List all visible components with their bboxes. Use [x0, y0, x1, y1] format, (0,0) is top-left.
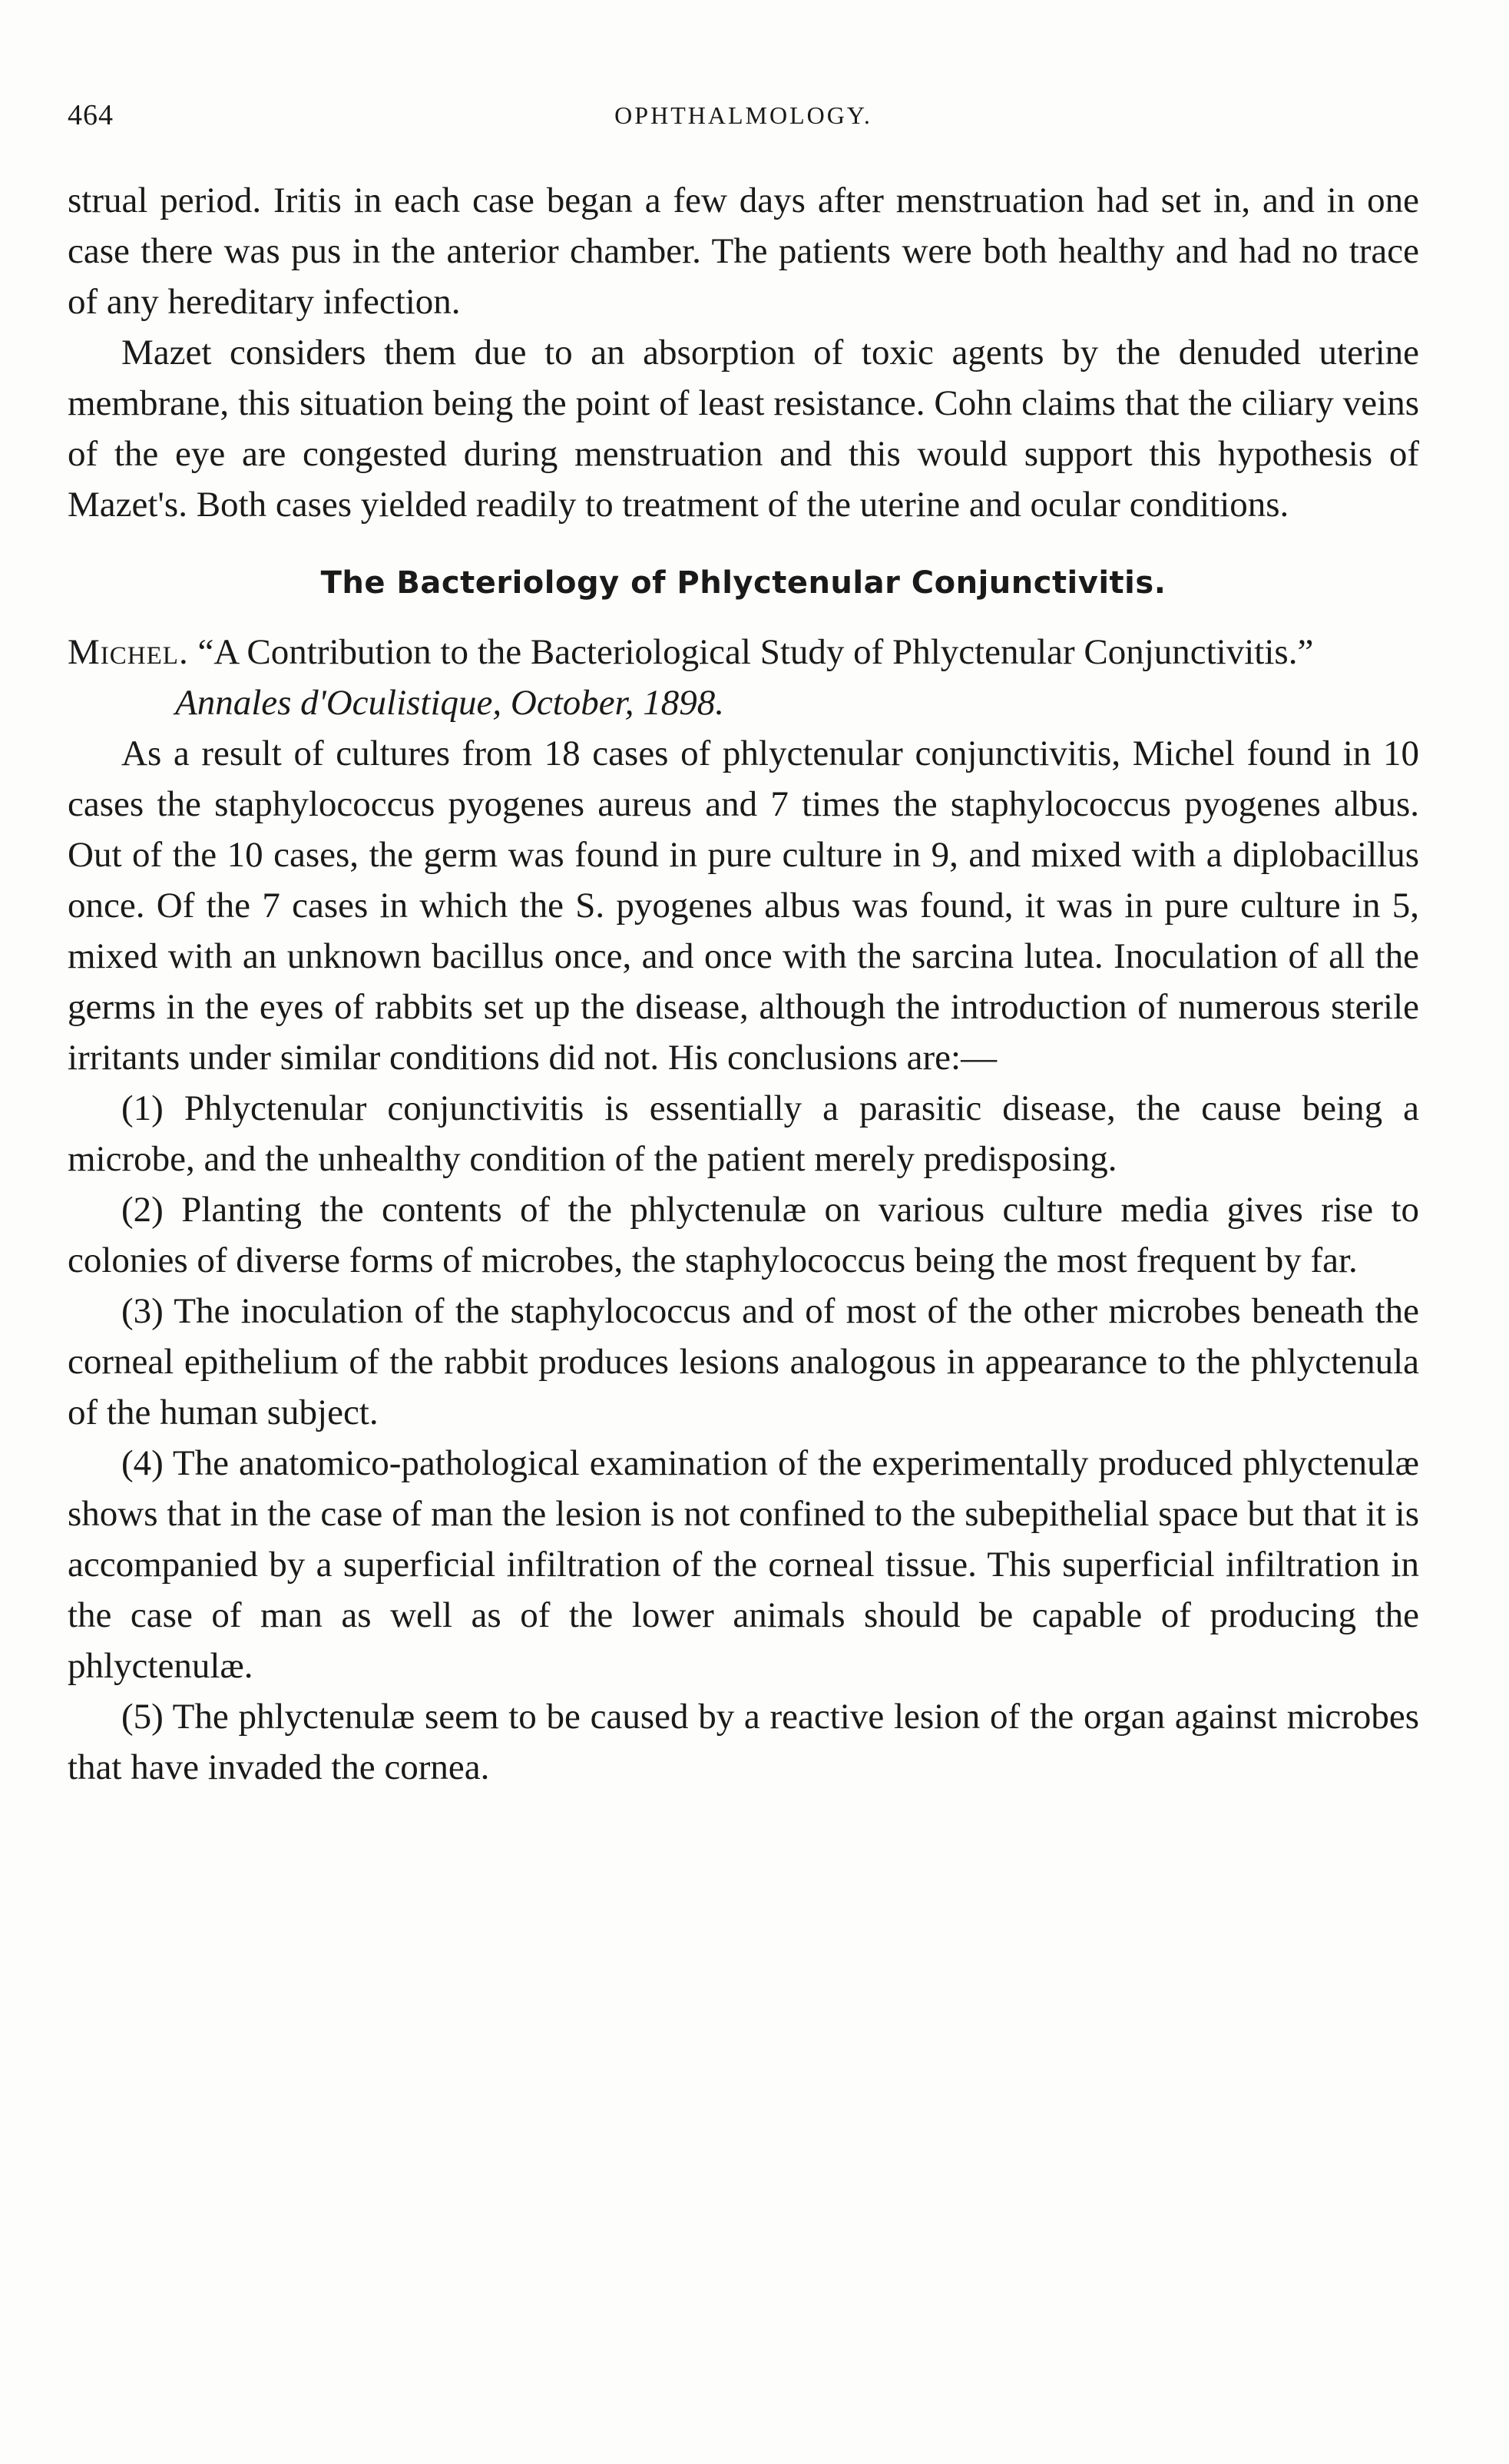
citation-title: “A Contribution to the Bacteriological Study of Phlyctenular Conjunctivitis.”	[197, 632, 1314, 672]
running-head: OPHTHALMOLOGY.	[614, 101, 872, 129]
conclusion-2: (2) Planting the contents of the phlyctenulæ on various culture media gives rise to colonies of diverse forms of microbes, the staphylococcus being the most frequent by far.	[68, 1190, 1419, 1280]
mazet-paragraph: Mazet considers them due to an absorption of toxic agents by the denuded uterine membrane, this situation being the point of least resistance. Cohn claims that the ciliary veins of the eye are congested during menstruation and this would support this hypothesis of Mazet's. Both cases yielded readily to treatment of the uterine and ocular conditions.	[68, 333, 1419, 525]
citation-author: Michel.	[68, 632, 189, 672]
page-header	[68, 92, 1419, 138]
continuation-paragraph: strual period. Iritis in each case began a few days after menstruation had set in, and in one case there was pus in the anterior chamber. The patients were both healthy and had no trace of any hereditary infection.	[68, 180, 1419, 322]
conclusion-4: (4) The anatomico-pathological examination of the experimentally produced phlyctenulæ shows that in the case of man the lesion is not confined to the subepithelial space but that it is accompanied by a superficial infiltration of the corneal tissue. This superficial infiltration in the case of man as well as of the lower animals should be capable of producing the phlyctenulæ.	[68, 1443, 1419, 1686]
conclusion-5: (5) The phlyctenulæ seem to be caused by a reactive lesion of the organ against microbes that have invaded the cornea.	[68, 1697, 1419, 1787]
conclusion-1: (1) Phlyctenular conjunctivitis is essentially a parasitic disease, the cause being a microbe, and the unhealthy condition of the patient merely predisposing.	[68, 1088, 1419, 1179]
conclusion-3: (3) The inoculation of the staphylococcus and of most of the other microbes beneath the corneal epithelium of the rabbit produces lesions analogous in appearance to the phlyctenula of the human subject.	[68, 1291, 1419, 1432]
citation	[68, 627, 1419, 728]
page-number: 464	[68, 99, 114, 131]
citation-journal: Annales d'Oculistique, October, 1898.	[175, 683, 724, 723]
section-title: The Bacteriology of Phlyctenular Conjunctivitis.	[320, 565, 1166, 601]
page-body	[68, 175, 1419, 1793]
intro-paragraph: As a result of cultures from 18 cases of phlyctenular conjunctivitis, Michel found in 10 cases the staphylococcus pyogenes aureus and 7 times the staphylococcus pyogenes albus. Out of the 10 cases, the germ was found in pure culture in 9, and mixed with a diplobacillus once. Of the 7 cases in which the S. pyogenes albus was found, it was in pure culture in 5, mixed with an unknown bacillus once, and once with the sarcina lutea. Inoculation of all the germs in the eyes of rabbits set up the disease, although the introduction of numerous sterile irritants under similar conditions did not. His conclusions are:—	[68, 734, 1419, 1078]
